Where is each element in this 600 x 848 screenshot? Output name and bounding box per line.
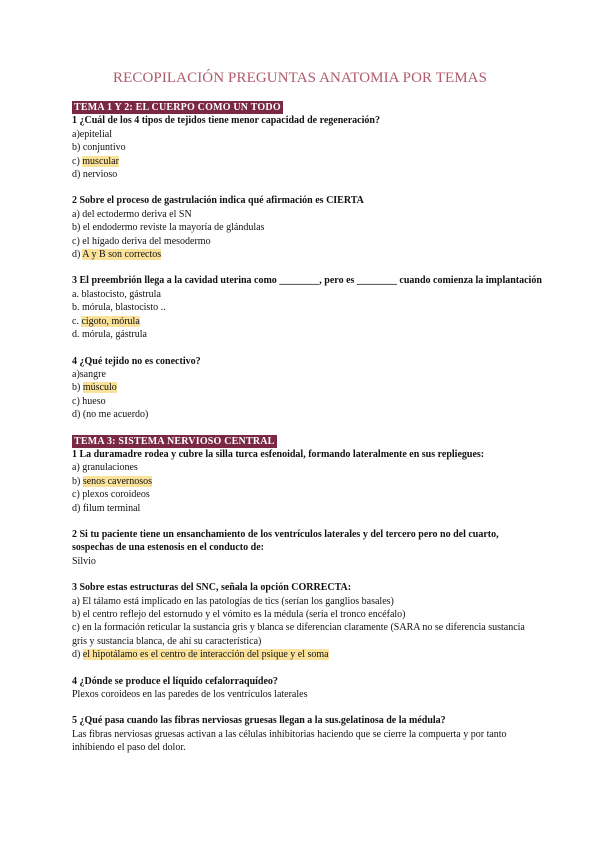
answer-option xyxy=(72,248,542,261)
option-text: el endodermo reviste la mayoría de glándulas xyxy=(82,222,265,234)
option-text: (no me acuerdo) xyxy=(82,409,149,421)
answer-option xyxy=(72,648,542,661)
option-text: Silvio xyxy=(72,555,96,567)
option-prefix: c) xyxy=(72,235,83,247)
highlighted-answer: A y B son correctos xyxy=(82,249,162,261)
answer-option xyxy=(72,315,542,328)
option-prefix: c) xyxy=(72,489,83,501)
question-text: 4 ¿Qué tejido no es conectivo? xyxy=(72,355,201,367)
answer-option xyxy=(72,488,542,501)
answer-option xyxy=(72,408,542,421)
section-heading: TEMA 3: SISTEMA NERVIOSO CENTRAL xyxy=(74,435,275,447)
option-prefix: a) xyxy=(72,368,80,380)
option-prefix: b) xyxy=(72,142,83,154)
question-text: 2 Sobre el proceso de gastrulación indica qué afirmación es CIERTA xyxy=(72,195,364,207)
question-text: 4 ¿Dónde se produce el líquido cefalorraquídeo? xyxy=(72,675,278,687)
option-prefix: d) xyxy=(72,249,83,261)
answer-option xyxy=(72,688,542,701)
option-text: filum terminal xyxy=(82,502,141,514)
document-body xyxy=(72,101,542,755)
option-text: sangre xyxy=(79,368,106,380)
option-text: Las fibras nerviosas gruesas activan a las células inhibitorias haciendo que se cierre la compuerta y por tanto inhibiendo el paso del dolor. xyxy=(72,728,507,754)
option-text: Plexos coroideos en las paredes de los ventrículos laterales xyxy=(72,689,308,701)
answer-option xyxy=(72,141,542,154)
option-text: epitelial xyxy=(79,128,112,140)
option-prefix: b) xyxy=(72,475,83,487)
option-text: en la formación reticular la sustancia gris y blanca se diferencian claramente (SARA no se diferencia sustancia gris y sustancia blanca, de ahí su característica) xyxy=(72,622,525,647)
answer-option xyxy=(72,728,542,755)
option-prefix: a) xyxy=(72,595,83,607)
answer-option xyxy=(72,621,542,648)
answer-option xyxy=(72,395,542,408)
answer-option xyxy=(72,595,542,608)
answer-option xyxy=(72,301,542,314)
question-text: 1 ¿Cuál de los 4 tipos de tejidos tiene menor capacidad de regeneración? xyxy=(72,115,380,127)
option-text: plexos coroideos xyxy=(82,489,150,501)
option-prefix: c. xyxy=(72,315,82,327)
answer-option xyxy=(72,221,542,234)
question-text: 2 Si tu paciente tiene un ensanchamiento de los ventrículos laterales y del tercero pero no del cuarto, sospechas de una estenosis en el conducto de: xyxy=(72,528,499,554)
option-text: hueso xyxy=(82,395,106,407)
option-prefix: c) xyxy=(72,395,83,407)
answer-option xyxy=(72,235,542,248)
option-prefix: d) xyxy=(72,169,83,181)
answer-option xyxy=(72,555,542,568)
answer-option xyxy=(72,128,542,141)
option-prefix: a) xyxy=(72,462,83,474)
highlighted-answer: senos cavernosos xyxy=(82,475,152,487)
option-prefix: b) xyxy=(72,222,83,234)
option-prefix: b) xyxy=(72,382,83,394)
answer-option xyxy=(72,208,542,221)
option-text: El tálamo está implicado en las patologías de tics (serían los ganglios basales) xyxy=(82,595,394,607)
option-prefix: c) xyxy=(72,622,83,634)
option-text: conjuntivo xyxy=(82,142,126,154)
option-prefix: d. xyxy=(72,329,82,341)
option-text: el centro reflejo del estornudo y el vómito es la médula (sería el tronco encéfalo) xyxy=(82,609,406,620)
answer-option xyxy=(72,288,542,301)
option-prefix: b) xyxy=(72,609,83,620)
question-text: 1 La duramadre rodea y cubre la silla turca esfenoidal, formando lateralmente en sus repliegues: xyxy=(72,448,485,460)
option-prefix: d) xyxy=(72,502,83,514)
answer-option xyxy=(72,475,542,488)
answer-option xyxy=(72,608,542,621)
highlighted-answer: cigoto, mórula xyxy=(81,315,140,327)
option-prefix: c) xyxy=(72,155,83,167)
option-text: blastocisto, gástrula xyxy=(81,288,161,300)
highlighted-answer: músculo xyxy=(82,382,117,394)
option-text: granulaciones xyxy=(82,462,138,474)
section-heading: TEMA 1 Y 2: EL CUERPO COMO UN TODO xyxy=(74,102,281,113)
answer-option xyxy=(72,168,542,181)
answer-option xyxy=(72,155,542,168)
option-prefix: d) xyxy=(72,409,83,421)
option-prefix: d) xyxy=(72,649,83,661)
option-text: el hígado deriva del mesodermo xyxy=(82,235,211,247)
highlighted-answer: muscular xyxy=(82,155,119,167)
option-text: mórula, blastocisto .. xyxy=(82,302,166,314)
option-text: nervioso xyxy=(82,169,118,181)
answer-option xyxy=(72,368,542,381)
option-text: del ectodermo deriva el SN xyxy=(82,208,192,220)
option-prefix: a) xyxy=(72,208,83,220)
answer-option xyxy=(72,502,542,515)
answer-option xyxy=(72,381,542,394)
option-prefix: a. xyxy=(72,288,82,300)
highlighted-answer: el hipotálamo es el centro de interacción del psique y el soma xyxy=(82,649,329,661)
option-text: mórula, gástrula xyxy=(82,329,147,341)
question-text: 3 El preembrión llega a la cavidad uterina como ________, pero es ________ cuando comienza la implantación xyxy=(72,275,542,287)
answer-option xyxy=(72,328,542,341)
option-prefix: b. xyxy=(72,302,82,314)
question-text: 3 Sobre estas estructuras del SNC, señala la opción CORRECTA: xyxy=(72,582,352,594)
document-title: RECOPILACIÓN PREGUNTAS ANATOMIA POR TEMAS xyxy=(112,70,488,86)
option-prefix: a) xyxy=(72,128,80,140)
answer-option xyxy=(72,461,542,474)
question-text: 5 ¿Qué pasa cuando las fibras nerviosas gruesas llegan a la sus.gelatinosa de la médula? xyxy=(72,715,446,727)
